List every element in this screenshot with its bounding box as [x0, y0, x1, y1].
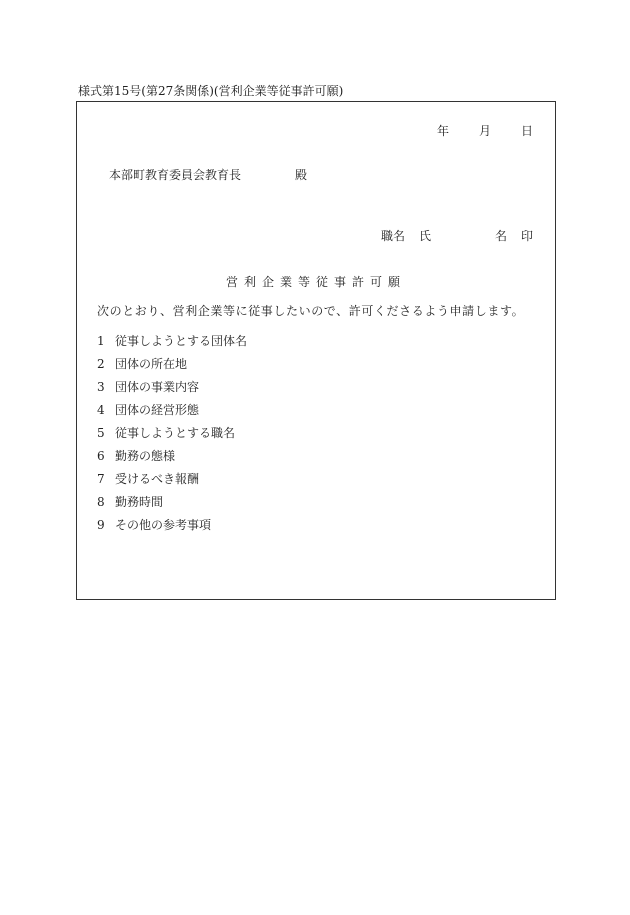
item-label: 従事しようとする職名: [115, 426, 236, 440]
item-label: 受けるべき報酬: [115, 472, 200, 486]
item-number: 8: [97, 495, 105, 509]
item-label: 勤務の態様: [115, 449, 176, 463]
document-title: 営利企業等従事許可願: [225, 275, 406, 289]
list-item: [97, 426, 247, 449]
applicant-post-label: 職名: [380, 229, 405, 243]
applicant-name-label-mei: 名: [494, 229, 507, 243]
list-item: [97, 449, 247, 472]
item-number: 7: [97, 472, 105, 486]
item-label: 従事しようとする団体名: [115, 334, 248, 348]
addressee-name: 本部町教育委員会教育長: [109, 168, 242, 182]
date-year-label: 年: [436, 124, 449, 138]
applicant-seal-label: 印: [520, 229, 533, 243]
item-label: 団体の事業内容: [115, 380, 200, 394]
item-label: その他の参考事項: [115, 518, 212, 532]
list-item: [97, 518, 247, 541]
list-item: [97, 380, 247, 403]
date-day-label: 日: [520, 124, 533, 138]
applicant-name-label-shi: 氏: [418, 229, 431, 243]
addressee: [109, 166, 307, 183]
list-item: [97, 334, 247, 357]
item-label: 団体の経営形態: [115, 403, 200, 417]
item-number: 5: [97, 426, 105, 440]
item-number: 2: [97, 357, 105, 371]
item-number: 6: [97, 449, 105, 463]
date-row: [437, 122, 533, 139]
item-number: 4: [97, 403, 105, 417]
list-item: [97, 357, 247, 380]
item-label: 勤務時間: [115, 495, 164, 509]
form-number-label: 様式第15号(第27条関係)(営利企業等従事許可願): [78, 84, 344, 98]
date-month-label: 月: [478, 124, 491, 138]
addressee-honorific: 殿: [295, 168, 308, 182]
item-number: 1: [97, 334, 105, 348]
list-item: [97, 495, 247, 518]
list-item: [97, 472, 247, 495]
item-number: 9: [97, 518, 105, 532]
request-text: 次のとおり、営利企業等に従事したいので、許可くださるよう申請します。: [97, 304, 525, 318]
form-frame: [76, 101, 556, 600]
applicant-signature-row: [381, 227, 533, 244]
list-item: [97, 403, 247, 426]
item-number: 3: [97, 380, 105, 394]
item-list: [97, 334, 247, 541]
item-label: 団体の所在地: [115, 357, 188, 371]
